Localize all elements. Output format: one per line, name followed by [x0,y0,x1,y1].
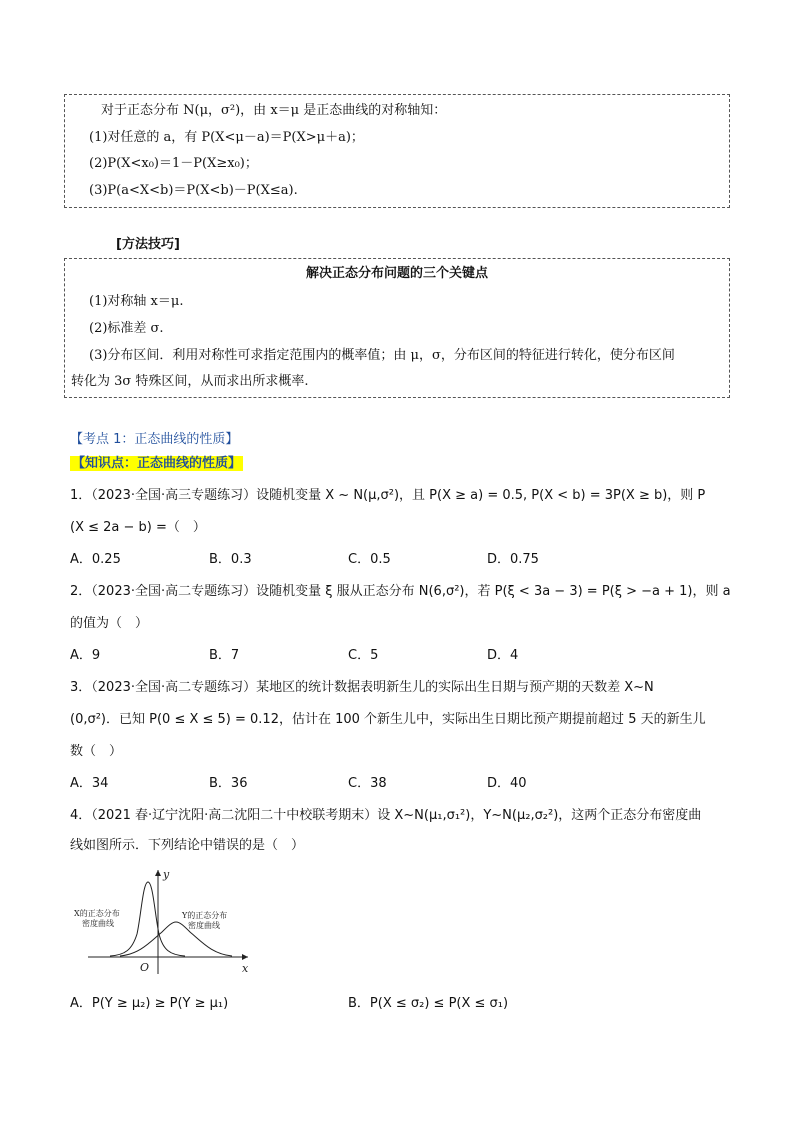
topic-heading: 【考点 1：正态曲线的性质】 [70,432,239,447]
q1-line-2: (X ≤ 2a − b) =（ ） [70,520,206,535]
q4-option-b: B．P(X ≤ σ₂) ≤ P(X ≤ σ₁) [348,996,509,1011]
q1-option-c: C．0.5 [348,552,391,567]
normal-curves-figure [70,864,260,979]
x-curve-label-2: 密度曲线 [82,919,114,928]
q3-line-3: 数（ ） [70,744,123,759]
x-curve-label-1: X的正态分布 [74,909,120,918]
q3-option-b: B．36 [209,776,248,791]
q1-option-b: B．0.3 [209,552,252,567]
knowledge-point-label: 【知识点：正态曲线的性质】 [72,456,242,471]
method-tips-box [64,258,730,398]
q2-option-c: C．5 [348,648,379,663]
y-curve-label-1: Y的正态分布 [182,911,228,920]
q2-option-a: A．9 [70,648,101,663]
q2-option-b: B．7 [209,648,240,663]
symmetry-property-box [64,94,730,208]
q1-option-d: D．0.75 [487,552,539,567]
tips-line-1: (1)对称轴 x＝μ. [89,294,184,309]
tips-line-3: (3)分布区间．利用对称性可求指定范围内的概率值；由 μ，σ，分布区间的特征进行转化，使分布区间 [89,348,675,363]
q4-line-2: 线如图所示．下列结论中错误的是（ ） [70,838,305,853]
q1-option-a: A．0.25 [70,552,121,567]
box1-line-4: (3)P(a<X<b)＝P(X<b)－P(X≤a). [89,183,298,198]
y-axis-label: y [163,868,170,881]
y-axis-arrow [155,870,161,876]
q3-option-a: A．34 [70,776,109,791]
x-axis-arrow [242,954,248,960]
q3-option-c: C．38 [348,776,387,791]
q2-line-2: 的值为（ ） [70,616,149,631]
tips-line-2: (2)标准差 σ. [89,321,164,336]
box1-line-1: 对于正态分布 N(μ，σ²)，由 x＝μ 是正态曲线的对称轴知： [101,103,447,118]
method-label: [方法技巧] [116,237,180,252]
q3-option-d: D．40 [487,776,527,791]
knowledge-point-tag [70,452,243,471]
x-axis-label: x [242,962,249,975]
q1-line-1: 1．（2023·全国·高三专题练习）设随机变量 X ~ N(μ,σ²)，且 P(X ≥ a) = 0.5, P(X < b) = 3P(X ≥ b)，则 P [70,488,706,503]
q3-line-2: (0,σ²)．已知 P(0 ≤ X ≤ 5) = 0.12，估计在 100 个新生儿中，实际出生日期比预产期提前超过 5 天的新生儿 [70,712,706,727]
q4-option-a: A．P(Y ≥ μ₂) ≥ P(Y ≥ μ₁) [70,996,229,1011]
q3-line-1: 3．（2023·全国·高二专题练习）某地区的统计数据表明新生儿的实际出生日期与预产期的天数差 X~N [70,680,654,695]
q4-line-1: 4．（2021 春·辽宁沈阳·高二沈阳二十中校联考期末）设 X~N(μ₁,σ₁²)，Y~N(μ₂,σ₂²)，这两个正态分布密度曲 [70,808,702,823]
tips-line-4: 转化为 3σ 特殊区间，从而求出所求概率. [71,374,309,389]
q2-line-1: 2．（2023·全国·高二专题练习）设随机变量 ξ 服从正态分布 N(6,σ²)，若 P(ξ < 3a − 3) = P(ξ > −a + 1)，则 a [70,584,731,599]
method-tips-title: 解决正态分布问题的三个关键点 [305,266,488,281]
box1-line-3: (2)P(X<x₀)＝1－P(X≥x₀)； [89,156,258,171]
box1-line-2: (1)对任意的 a，有 P(X<μ－a)＝P(X>μ＋a)； [89,130,364,145]
origin-label: O [140,961,150,974]
y-curve-label-2: 密度曲线 [188,921,220,930]
q2-option-d: D．4 [487,648,519,663]
